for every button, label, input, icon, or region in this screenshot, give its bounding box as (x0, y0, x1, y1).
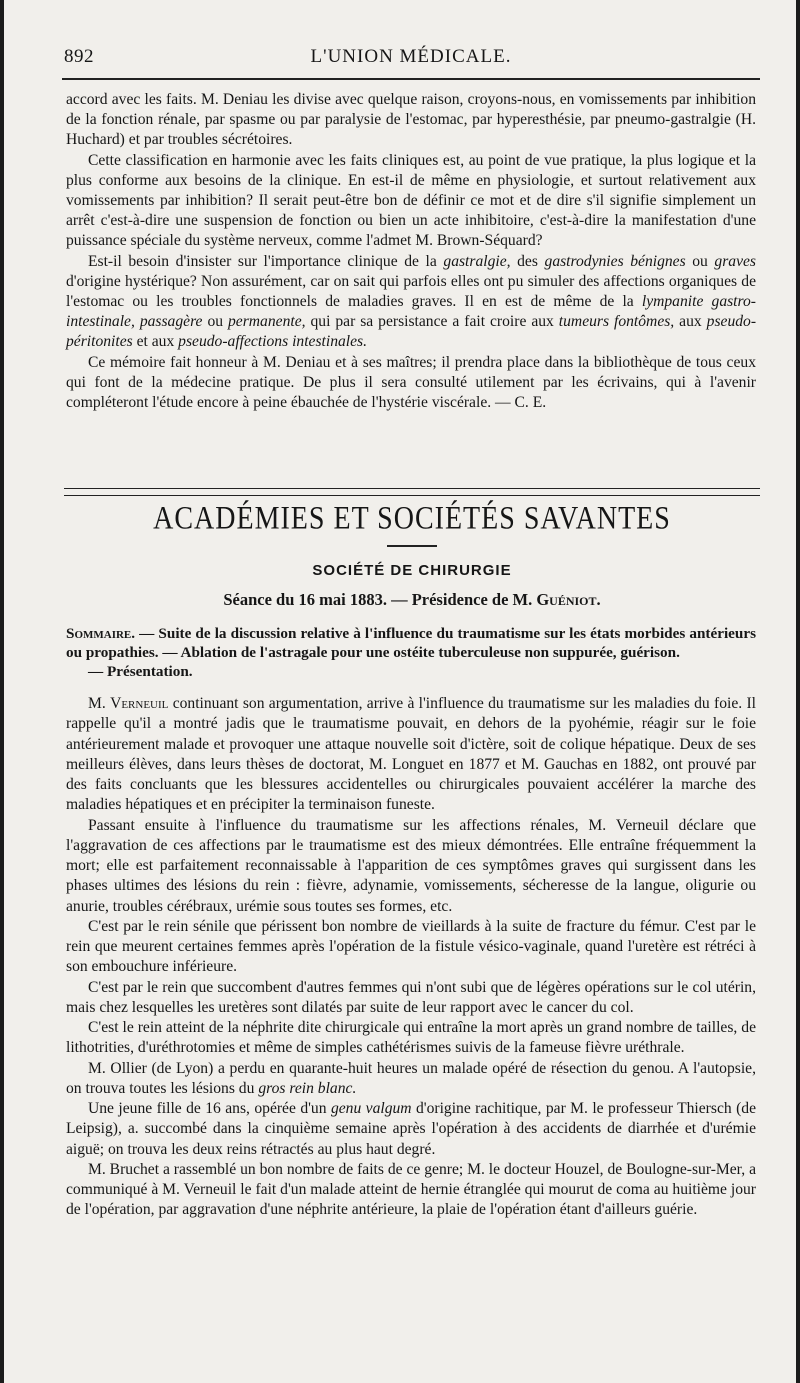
italic-term: gastralgie, (443, 252, 511, 270)
summary-text (66, 624, 756, 662)
paragraph (66, 252, 756, 353)
paragraph (66, 151, 756, 252)
paragraph (66, 694, 756, 816)
document-page (4, 0, 796, 1383)
text-run: Passant ensuite à l'influence du traumatisme sur les affections rénales, M. Verneuil déclare que l'aggravation de ces affections par le traumatisme est des mieux démontrées. Elle entraîne fréquemment la mort; elle est parfaitement reconnaissable à l'apparition de ces symptômes graves qui surgissent dans les phases ultimes des lésions du rein : fièvre, adynamie, vomissements, sécheresse de la langue, oligurie ou anurie, troubles cérébraux, urémie sous toutes ses formes, etc. (66, 816, 756, 915)
paragraph (66, 917, 756, 978)
italic-term: graves (714, 252, 756, 270)
title-rule (387, 545, 437, 547)
text-run: C'est par le rein que succombent d'autres femmes qui n'ont subi que de légères opérations sur le col utérin, mais chez lesquelles les uretères sont dilatés par suite de leur rapport avec le cancer du col. (66, 978, 756, 1016)
text-run: des (510, 252, 545, 270)
text-run: ou (202, 313, 228, 331)
text-run: ou (685, 252, 715, 270)
paragraph (66, 978, 756, 1019)
text-run: d'origine hystérique? Non assurément, car on sait qui parfois elles ont pu simuler des affections organiques de l'estomac ou les troubles fonctionnels de maladies graves. Il en est de même de la (66, 272, 756, 311)
text-run: Est-il besoin d'insister sur l'importance clinique de la (88, 252, 444, 270)
italic-term: lympanite gastro-intestinale, passagère (66, 293, 756, 331)
text-run: M. Ollier (de Lyon) a perdu en quarante-huit heures un malade opéré de résection du genou. A l'autopsie, on trouva toutes les lésions du (66, 1059, 756, 1097)
italic-term: permanente, (228, 313, 306, 331)
summary-line-2: — Présentation. (88, 663, 193, 680)
journal-title: L'UNION MÉDICALE. (310, 46, 512, 67)
text-run: Une jeune fille de 16 ans, opérée d'un (88, 1100, 331, 1117)
italic-term: gastrodynies bénignes (544, 252, 686, 270)
running-header (62, 40, 760, 72)
summary-block (66, 624, 756, 681)
paragraph (66, 1059, 756, 1100)
summary-label: Sommaire. (66, 625, 136, 642)
society-name: SOCIÉTÉ DE CHIRURGIE (312, 562, 512, 579)
text-run: et aux (132, 333, 179, 351)
italic-term: genu valgum (330, 1100, 412, 1117)
text-run: Cette classification en harmonie avec les faits cliniques est, au point de vue pratique, la plus logique et la plus conforme aux besoins de la clinique. En est-il de même en physiologie, et surtout relativement aux vomissements par inhibition? Il serait peut-être bon de définir ce mot et de dire s'il signifie simplement un arrêt c'est-à-dire une suspension de fonction ou bien un acte inhibitoire, c'est-à-dire la manifestation d'une puissance spéciale du système nerveux, comme l'admet M. Brown-Séquard? (66, 151, 756, 250)
text-run: d'origine rachitique, par M. le professeur Thiersch (de Leipsig), a. succombé dans la cinquième semaine après l'opération à des accidents de diarrhée et d'urémie aiguë; on trouva les deux reins rétractés au plus haut degré. (66, 1100, 756, 1158)
paragraph (66, 353, 756, 414)
paragraph (66, 816, 756, 917)
review-section (66, 90, 756, 413)
text-run: continuant son argumentation, arrive à l'influence du traumatisme sur les maladies du foie. Il rappelle qu'il a montré jadis que le traumatisme pouvait, en dehors de la pyohémie, réagir sur le foie antérieurement malade et provoquer une attaque nouvelle soit d'ictère, soit de colique hépatique. Deux de ses meilleurs élèves, dans leurs thèses de doctorat, M. Longuet en 1877 et M. Gauchas en 1882, ont prouvé par des faits concluants que les blessures accidentelles ou chirurgicales pouvaient accélérer la marche des maladies hépatiques et en précipiter la terminaison funeste. (66, 695, 756, 814)
text-run: accord avec les faits. M. Deniau les divise avec quelque raison, croyons-nous, en vomissements par inhibition de la fonction rénale, par spasme ou par paralysie de l'estomac, par hyperesthésie, par pneumo-gastralgie (H. Huchard) et par troubles sécrétoires. (66, 91, 756, 149)
session-report (66, 694, 756, 1221)
text-run: M. Bruchet a rassemblé un bon nombre de faits de ce genre; M. le docteur Houzel, de Boulogne-sur-Mer, a communiqué à M. Verneuil le fait d'un malade atteint de hernie étranglée qui mourut de coma au huitième jour de l'opération, par aggravation d'une néphrite antérieure, la plaie de l'opération étant d'ailleurs guérie. (66, 1160, 756, 1219)
italic-term: tumeurs fontômes, (558, 313, 675, 331)
session-line (64, 590, 760, 610)
page-number: 892 (64, 46, 94, 67)
paragraph (66, 90, 756, 151)
speaker-name: Verneuil (110, 695, 169, 712)
header-rule (62, 78, 760, 80)
session-date: Séance du 16 mai 1883. — Présidence de M. (223, 590, 537, 609)
italic-term: pseudo-péritonites (66, 313, 757, 351)
text-run: aux (674, 313, 707, 331)
text-run: qui par sa persistance a fait croire aux (305, 313, 559, 331)
text-run: C'est le rein atteint de la néphrite dite chirurgicale qui entraîne la mort après un grand nombre de tailles, de lithotrities, d'uréthrotomies et même de simples cathétérismes suivis de la fameuse fièvre uréthrale. (66, 1019, 756, 1057)
text-run: M. (88, 695, 111, 712)
section-separator (64, 488, 760, 496)
italic-term: gros rein blanc. (258, 1079, 357, 1097)
summary-line-1: — Suite de la discussion relative à l'influence du traumatisme sur les états morbides antérieurs ou propathies. — Ablation de l'astragale pour une ostéite tuberculeuse non suppurée, guérison. (66, 625, 756, 661)
paragraph (66, 1018, 756, 1059)
text-run: Ce mémoire fait honneur à M. Deniau et à ses maîtres; il prendra place dans la bibliothèque de tous ceux qui font de la médecine pratique. De plus il sera consulté utilement par les écrivains, qui à l'avenir compléteront l'étude encore à peine ébauchée de l'hystérie viscérale. — C. E. (66, 353, 756, 412)
paragraph (66, 1099, 756, 1160)
italic-term: pseudo-affections intestinales. (178, 333, 368, 351)
text-run: C'est par le rein sénile que périssent bon nombre de vieillards à la suite de fracture du fémur. C'est par le rein que meurent certaines femmes après l'opération de la fistule vésico-vaginale, quand l'uretère est rétréci à son embouchure inférieure. (66, 917, 756, 976)
paragraph (66, 1160, 756, 1221)
section-title: ACADÉMIES ET SOCIÉTÉS SAVANTES (153, 500, 671, 537)
president-name: Guéniot. (536, 590, 601, 609)
